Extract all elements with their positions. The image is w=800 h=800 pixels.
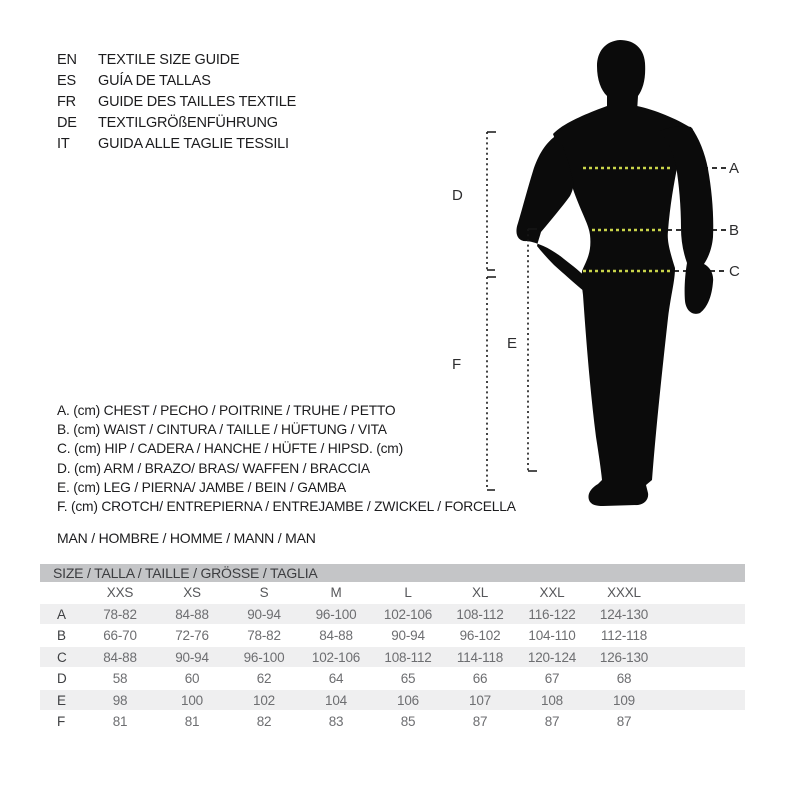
size-cell: 96-100 xyxy=(300,603,372,625)
size-cell: 78-82 xyxy=(84,603,156,625)
size-cell: 112-118 xyxy=(600,627,648,643)
size-cell: 102-106 xyxy=(300,646,372,668)
marker-label-chest: A xyxy=(729,160,739,177)
table-row xyxy=(40,689,745,711)
col-header: XS xyxy=(183,584,201,600)
legend-line-waist: B. (cm) WAIST / CINTURA / TAILLE / HÜFTUNG / VITA xyxy=(57,422,387,438)
size-cell: 106 xyxy=(372,689,444,711)
size-cell: 100 xyxy=(156,689,228,711)
col-header: XXS xyxy=(106,584,134,600)
size-cell xyxy=(660,668,745,690)
size-cell: 64 xyxy=(328,670,344,686)
size-cell: 114-118 xyxy=(444,646,516,668)
silhouette-body xyxy=(553,106,693,506)
table-row xyxy=(40,711,745,732)
size-cell: 68 xyxy=(616,670,632,686)
size-cell: 66 xyxy=(472,670,488,686)
marker-label-hip: C xyxy=(729,263,740,280)
size-cell: 108-112 xyxy=(372,646,444,668)
size-cell xyxy=(660,689,745,711)
table-title: SIZE / TALLA / TAILLE / GRÖSSE / TAGLIA xyxy=(40,564,745,582)
language-code: EN xyxy=(57,52,77,68)
legend-line-crotch: F. (cm) CROTCH/ ENTREPIERNA / ENTREJAMBE / ZWICKEL / FORCELLA xyxy=(57,499,516,515)
col-header: XXL xyxy=(539,584,565,600)
marker-label-waist: B xyxy=(729,222,739,239)
size-cell: 102-106 xyxy=(372,603,444,625)
size-cell xyxy=(660,625,745,647)
gender-heading: MAN / HOMBRE / HOMME / MANN / MAN xyxy=(57,530,316,546)
size-cell: 116-122 xyxy=(516,603,588,625)
language-code: DE xyxy=(57,115,77,131)
language-title: GUÍA DE TALLAS xyxy=(98,73,211,89)
size-cell: 124-130 xyxy=(588,603,660,625)
size-cell xyxy=(660,582,745,603)
row-label: D xyxy=(57,670,67,686)
size-cell: 104 xyxy=(300,689,372,711)
size-cell: 102 xyxy=(228,689,300,711)
table-header-bar xyxy=(40,564,745,582)
col-header: S xyxy=(259,584,269,600)
size-cell: 81 xyxy=(184,713,200,729)
table-row xyxy=(40,646,745,668)
row-label: A xyxy=(40,603,84,625)
legend-line-arm: D. (cm) ARM / BRAZO/ BRAS/ WAFFEN / BRACCIA xyxy=(57,460,370,476)
marker-label-crotch: F xyxy=(452,356,461,373)
size-cell: 65 xyxy=(400,670,416,686)
size-cell: 78-82 xyxy=(247,627,281,643)
size-cell: 87 xyxy=(544,713,560,729)
size-cell: 72-76 xyxy=(175,627,209,643)
size-cell: 83 xyxy=(328,713,344,729)
legend-line-leg: E. (cm) LEG / PIERNA/ JAMBE / BEIN / GAMBA xyxy=(57,479,347,495)
marker-label-arm: D xyxy=(452,187,463,204)
language-code: IT xyxy=(57,136,70,152)
row-label: E xyxy=(40,689,84,711)
size-cell: 84-88 xyxy=(84,646,156,668)
size-cell: 82 xyxy=(256,713,272,729)
language-title: TEXTILGRÖßENFÜHRUNG xyxy=(98,115,278,131)
col-header: L xyxy=(404,584,412,600)
table-row xyxy=(40,603,745,625)
col-header: XL xyxy=(471,584,489,600)
size-table xyxy=(40,564,745,731)
measurement-legend xyxy=(57,401,516,516)
size-cell: 85 xyxy=(400,713,416,729)
legend-line-chest: A. (cm) CHEST / PECHO / POITRINE / TRUHE / PETTO xyxy=(57,403,396,418)
size-cell: 104-110 xyxy=(528,627,576,643)
col-header: XXXL xyxy=(607,584,641,600)
size-cell: 109 xyxy=(588,689,660,711)
silhouette-head xyxy=(597,40,645,112)
language-code: ES xyxy=(57,73,76,89)
table-row xyxy=(40,668,745,690)
row-label: F xyxy=(57,713,66,729)
size-cell: 66-70 xyxy=(103,627,137,643)
col-header: M xyxy=(330,584,342,600)
size-cell xyxy=(40,582,84,603)
size-cell: 120-124 xyxy=(516,646,588,668)
legend-line-hip: C. (cm) HIP / CADERA / HANCHE / HÜFTE / HIPSD. (cm) xyxy=(57,441,403,457)
size-cell: 96-100 xyxy=(228,646,300,668)
size-cell: 90-94 xyxy=(228,603,300,625)
size-cell: 62 xyxy=(256,670,272,686)
size-cell: 58 xyxy=(112,670,128,686)
size-cell: 81 xyxy=(112,713,128,729)
size-cell: 90-94 xyxy=(391,627,425,643)
size-cell xyxy=(660,603,745,625)
marker-label-leg: E xyxy=(507,335,517,352)
size-cell: 107 xyxy=(444,689,516,711)
row-label: B xyxy=(57,627,66,643)
size-cell: 108 xyxy=(516,689,588,711)
language-title: TEXTILE SIZE GUIDE xyxy=(98,52,240,68)
size-cell: 60 xyxy=(184,670,200,686)
size-cell: 87 xyxy=(616,713,632,729)
language-title: GUIDE DES TAILLES TEXTILE xyxy=(98,94,297,110)
size-cell xyxy=(660,646,745,668)
size-cell: 87 xyxy=(472,713,488,729)
size-cell: 67 xyxy=(544,670,560,686)
size-cell: 98 xyxy=(84,689,156,711)
language-code: FR xyxy=(57,94,76,110)
size-cell: 84-88 xyxy=(319,627,353,643)
size-cell: 126-130 xyxy=(588,646,660,668)
language-title: GUIDA ALLE TAGLIE TESSILI xyxy=(98,136,289,152)
size-cell: 108-112 xyxy=(444,603,516,625)
row-label: C xyxy=(40,646,84,668)
size-cell: 84-88 xyxy=(156,603,228,625)
size-cell: 90-94 xyxy=(156,646,228,668)
size-cell: 96-102 xyxy=(459,627,501,643)
size-columns-row xyxy=(40,582,745,603)
table-row xyxy=(40,625,745,647)
size-cell xyxy=(660,711,745,732)
